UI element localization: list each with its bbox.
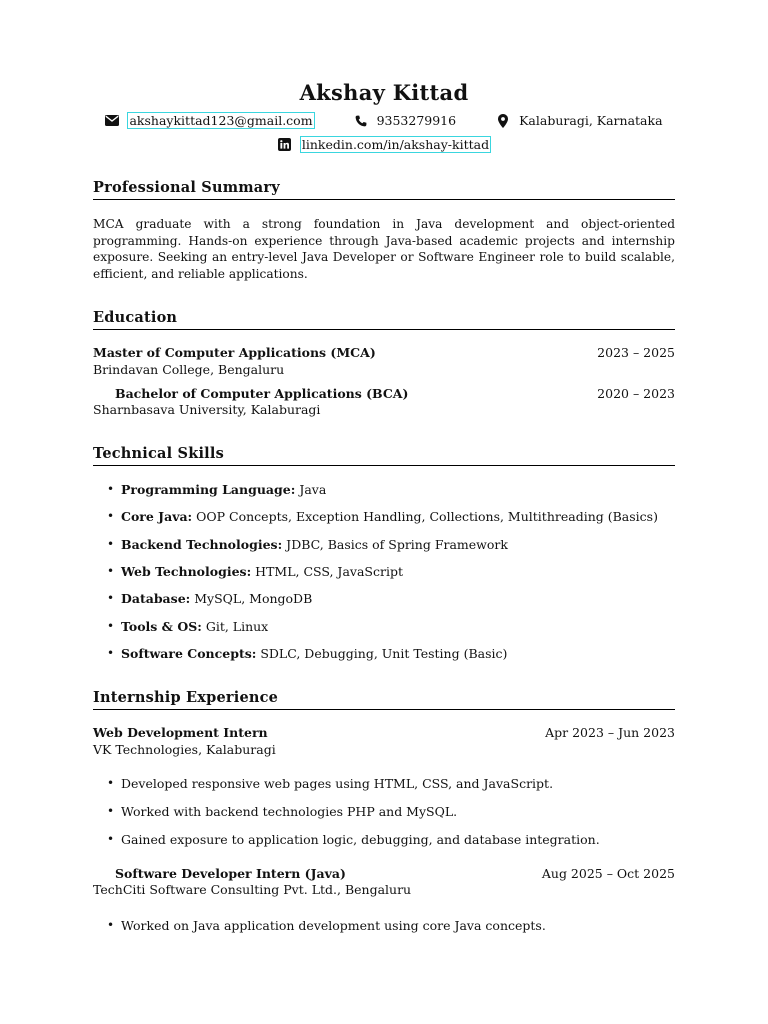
email-link[interactable]: akshaykittad123@gmail.com: [129, 113, 313, 128]
summary-heading: Professional Summary: [93, 179, 675, 200]
degree-dates: 2023 – 2025: [597, 345, 675, 360]
resume-page: [93, 0, 675, 1024]
skills-heading: Technical Skills: [93, 445, 675, 466]
degree-title: Master of Computer Applications (MCA): [93, 345, 376, 360]
job-dates: Aug 2025 – Oct 2025: [541, 866, 675, 881]
summary-text: MCA graduate with a strong foundation in Java development and object-oriented programming. Hands-on experience through Java-based academic projects and internship exposure. Seeking an entry-level Java Developer or Software Engineer role to build scalable, efficient, and reliable applications.: [93, 217, 675, 281]
job-bullet: • Developed responsive web pages using HTML, CSS, and JavaScript.: [121, 776, 553, 791]
skill-item: • Programming Language: Java: [121, 482, 326, 497]
phone-contact: [354, 113, 457, 128]
education-entry-bca: [93, 386, 675, 401]
job-role: Software Developer Intern (Java): [115, 866, 346, 881]
skill-item: • Software Concepts: SDLC, Debugging, Unit Testing (Basic): [121, 646, 507, 661]
skill-item: • Backend Technologies: JDBC, Basics of Spring Framework: [121, 537, 508, 552]
email-contact: [105, 113, 313, 128]
job-bullet: • Worked with backend technologies PHP and MySQL.: [121, 804, 457, 819]
education-entry-mca: [93, 345, 675, 360]
map-pin-icon: [496, 114, 510, 128]
skill-item: • Web Technologies: HTML, CSS, JavaScript: [121, 564, 403, 579]
degree-dates: 2020 – 2023: [597, 386, 675, 401]
linkedin-contact: [278, 137, 490, 152]
phone-icon: [354, 114, 368, 128]
school-name: Brindavan College, Bengaluru: [93, 362, 285, 377]
job-role: Web Development Intern: [93, 725, 268, 740]
skill-item: • Tools & OS: Git, Linux: [121, 619, 268, 634]
contact-row-secondary: [93, 137, 675, 152]
degree-title: Bachelor of Computer Applications (BCA): [115, 386, 409, 401]
job-bullet: • Gained exposure to application logic, debugging, and database integration.: [121, 832, 600, 847]
experience-heading: Internship Experience: [93, 689, 675, 710]
education-heading: Education: [93, 309, 675, 330]
linkedin-link[interactable]: linkedin.com/in/akshay-kittad: [301, 137, 490, 152]
job-entry-web-intern: [93, 725, 675, 740]
job-company: TechCiti Software Consulting Pvt. Ltd., Bengaluru: [93, 882, 412, 897]
job-dates: Apr 2023 – Jun 2023: [545, 725, 675, 740]
skill-item: • Core Java: OOP Concepts, Exception Handling, Collections, Multithreading (Basics): [121, 509, 658, 524]
job-company: VK Technologies, Kalaburagi: [93, 742, 276, 757]
envelope-icon: [105, 114, 119, 128]
contact-row-primary: [93, 113, 675, 128]
job-entry-java-intern: [93, 866, 675, 881]
location-contact: [496, 113, 662, 128]
job-bullet: • Worked on Java application development using core Java concepts.: [121, 918, 546, 933]
phone-number: 9353279916: [376, 113, 457, 128]
school-name: Sharnbasava University, Kalaburagi: [93, 402, 321, 417]
linkedin-icon: [278, 138, 292, 152]
location-text: Kalaburagi, Karnataka: [519, 113, 663, 128]
candidate-name: Akshay Kittad: [299, 80, 469, 105]
skill-item: • Database: MySQL, MongoDB: [121, 591, 312, 606]
